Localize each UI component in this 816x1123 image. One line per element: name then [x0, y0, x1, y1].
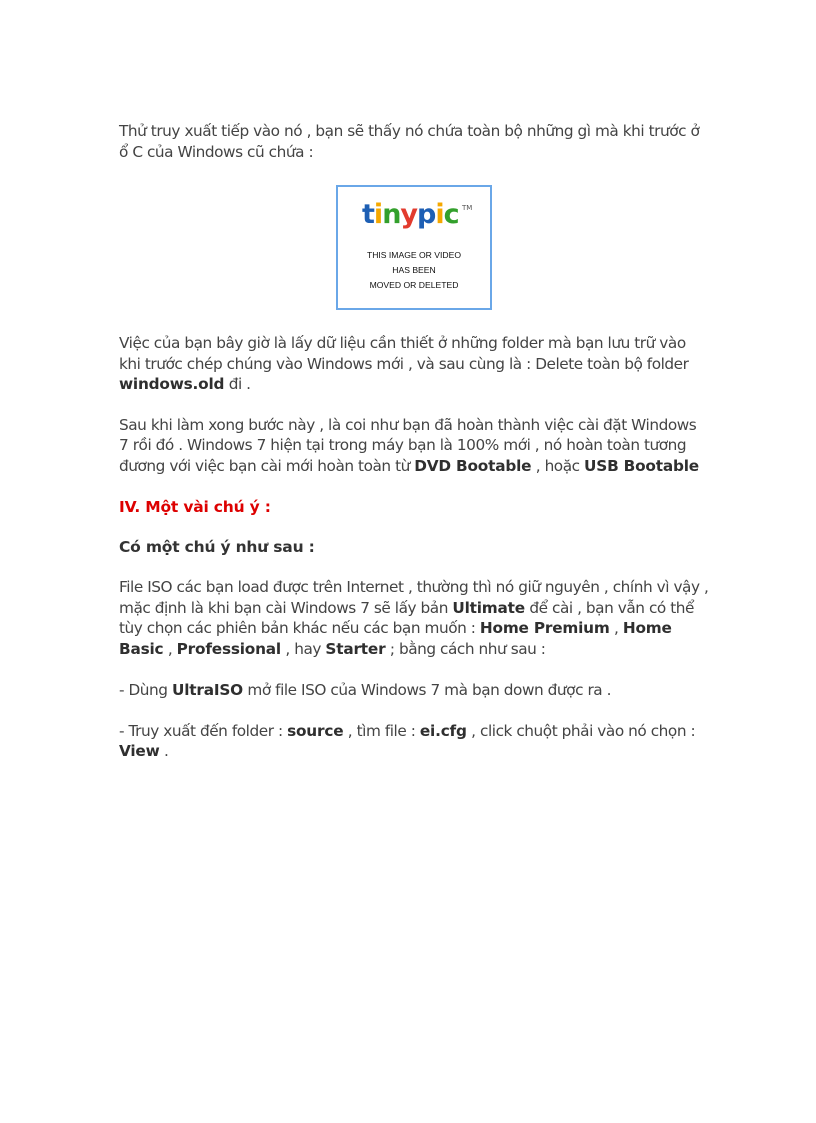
folder-name: windows.old: [119, 375, 225, 393]
text-run: để cài , bạn vẫn có thể tùy chọn các phiên bản khác nếu các bạn muốn :: [119, 598, 694, 637]
text-run: ,: [163, 639, 177, 658]
bold-term: ei.cfg: [419, 721, 467, 740]
trademark-mark: TM: [462, 204, 473, 212]
image-moved-notice: [338, 248, 490, 293]
bold-term: Starter: [325, 639, 386, 658]
bold-term: Home Premium: [479, 619, 610, 637]
logo-letter: i: [373, 199, 383, 230]
tinypic-placeholder-image: [336, 185, 492, 310]
image-wrapper: [119, 185, 709, 310]
text-run: mở file ISO của Windows 7 mà bạn down được ra .: [242, 681, 612, 699]
step-2: [119, 721, 709, 762]
text-run: , tìm file :: [343, 721, 420, 740]
bold-term: UltraISO: [171, 681, 243, 699]
text-run: - Dùng: [119, 681, 172, 699]
bold-term: Professional: [176, 639, 281, 658]
logo-letter: p: [417, 199, 436, 230]
text-run: , hoặc: [531, 456, 585, 475]
logo-letter: y: [400, 199, 418, 230]
text-run: đi .: [224, 375, 251, 393]
text-run: Việc của bạn bây giờ là lấy dữ liệu cần thiết ở những folder mà bạn lưu trữ vào khi trước chép chúng vào Windows mới , và sau cùng là : Delete toàn bộ folder: [119, 334, 689, 373]
notice-line: HAS BEEN: [392, 265, 436, 275]
logo-letter: t: [362, 199, 374, 230]
text-run: - Truy xuất đến folder :: [119, 721, 288, 740]
bold-term: USB Bootable: [584, 456, 699, 475]
logo-letter: c: [443, 199, 459, 230]
notice-line: THIS IMAGE OR VIDEO: [366, 250, 462, 260]
bold-term: DVD Bootable: [414, 456, 532, 475]
section-subheading: Có một chú ý như sau :: [119, 538, 315, 556]
document-body: [119, 121, 709, 762]
step-1: [119, 680, 709, 701]
bold-term: Ultimate: [452, 598, 525, 617]
text-run: .: [159, 742, 169, 760]
bold-term: View: [119, 742, 160, 760]
text-run: , hay: [280, 639, 326, 658]
text-run: ,: [609, 619, 623, 637]
text-run: File ISO các bạn load được trên Internet , thường thì nó giữ nguyên , chính vì vậy , mặc định là khi bạn cài Windows 7 sẽ lấy bản: [119, 578, 709, 617]
section-heading: IV. Một vài chú ý :: [119, 498, 271, 516]
intro-paragraph: Thử truy xuất tiếp vào nó , bạn sẽ thấy nó chứa toàn bộ những gì mà khi trước ở ổ C của Windows cũ chứa :: [119, 122, 700, 161]
logo-letter: i: [435, 199, 444, 230]
text-run: Sau khi làm xong bước này , là coi như bạn đã hoàn thành việc cài đặt Windows 7 rồi đó . Windows 7 hiện tại trong máy bạn là 100% mới , nó hoàn toàn tương đương với việc bạn cài mới hoàn toàn từ: [119, 415, 697, 475]
text-run: ; bằng cách như sau :: [385, 639, 546, 658]
bold-term: source: [287, 721, 344, 740]
bold-term: Home Basic: [119, 619, 672, 658]
paragraph-iso-editions: [119, 577, 709, 659]
text-run: , click chuột phải vào nó chọn :: [466, 721, 696, 740]
logo-letter: n: [382, 199, 401, 230]
paragraph-copy-data: [119, 333, 709, 395]
paragraph-finished: [119, 415, 709, 477]
notice-line: MOVED OR DELETED: [369, 280, 459, 290]
tinypic-logo: [362, 200, 459, 230]
